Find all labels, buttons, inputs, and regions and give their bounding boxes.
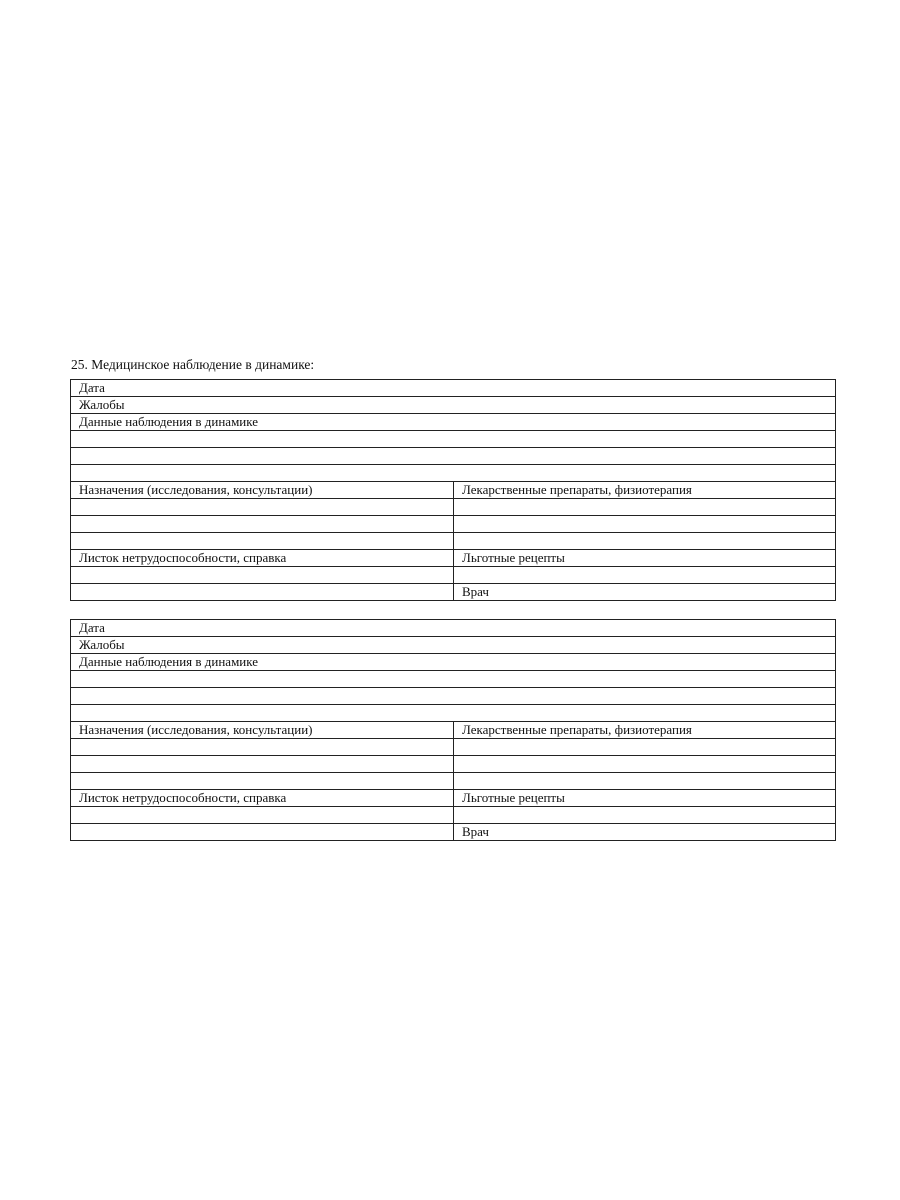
sick-leave-label: Листок нетрудоспособности, справка: [71, 790, 454, 807]
preferential-prescriptions-label: Льготные рецепты: [454, 790, 836, 807]
prescriptions-blank-row: [71, 533, 836, 550]
observation-blank-row: [71, 705, 836, 722]
observation-label[interactable]: Данные наблюдения в динамике: [71, 654, 836, 671]
prescriptions-blank-cell[interactable]: [71, 499, 454, 516]
observation-table-1: [70, 379, 836, 601]
observation-blank-cell[interactable]: [71, 465, 836, 482]
prescriptions-blank-cell[interactable]: [71, 516, 454, 533]
prescriptions-blank-row: [71, 756, 836, 773]
prescriptions-blank-cell[interactable]: [71, 739, 454, 756]
observation-table-2: [70, 619, 836, 841]
prescriptions-header-row: [71, 482, 836, 499]
prescriptions-blank-row: [71, 516, 836, 533]
complaints-row: [71, 637, 836, 654]
sick-leave-label: Листок нетрудоспособности, справка: [71, 550, 454, 567]
doctor-label[interactable]: Врач: [454, 584, 836, 601]
medications-label: Лекарственные препараты, физиотерапия: [454, 482, 836, 499]
preferential-prescriptions-blank-cell[interactable]: [454, 807, 836, 824]
sick-leave-header-row: [71, 790, 836, 807]
sick-leave-blank-cell[interactable]: [71, 824, 454, 841]
sick-leave-header-row: [71, 550, 836, 567]
observation-blank-row: [71, 448, 836, 465]
observation-row: [71, 654, 836, 671]
observation-blank-cell[interactable]: [71, 448, 836, 465]
medications-blank-cell[interactable]: [454, 533, 836, 550]
date-label[interactable]: Дата: [71, 620, 836, 637]
observation-blank-cell[interactable]: [71, 705, 836, 722]
observation-blank-row: [71, 671, 836, 688]
prescriptions-blank-cell[interactable]: [71, 773, 454, 790]
medications-blank-cell[interactable]: [454, 499, 836, 516]
medications-blank-cell[interactable]: [454, 516, 836, 533]
date-row: [71, 620, 836, 637]
observation-blank-cell[interactable]: [71, 688, 836, 705]
prescriptions-blank-cell[interactable]: [71, 533, 454, 550]
preferential-prescriptions-blank-cell[interactable]: [454, 567, 836, 584]
complaints-label[interactable]: Жалобы: [71, 397, 836, 414]
prescriptions-blank-row: [71, 739, 836, 756]
prescriptions-label: Назначения (исследования, консультации): [71, 482, 454, 499]
observation-blank-row: [71, 431, 836, 448]
prescriptions-blank-cell[interactable]: [71, 756, 454, 773]
prescriptions-blank-row: [71, 499, 836, 516]
observation-blank-row: [71, 465, 836, 482]
doctor-label[interactable]: Врач: [454, 824, 836, 841]
sick-leave-blank-cell[interactable]: [71, 567, 454, 584]
sick-leave-blank-row: [71, 807, 836, 824]
prescriptions-label: Назначения (исследования, консультации): [71, 722, 454, 739]
prescriptions-header-row: [71, 722, 836, 739]
complaints-row: [71, 397, 836, 414]
observation-row: [71, 414, 836, 431]
medications-blank-cell[interactable]: [454, 773, 836, 790]
date-row: [71, 380, 836, 397]
observation-blank-cell[interactable]: [71, 671, 836, 688]
observation-blank-row: [71, 688, 836, 705]
date-label[interactable]: Дата: [71, 380, 836, 397]
medications-blank-cell[interactable]: [454, 739, 836, 756]
sick-leave-blank-cell[interactable]: [71, 584, 454, 601]
observation-label[interactable]: Данные наблюдения в динамике: [71, 414, 836, 431]
preferential-prescriptions-label: Льготные рецепты: [454, 550, 836, 567]
doctor-row: [71, 584, 836, 601]
medications-blank-cell[interactable]: [454, 756, 836, 773]
section-title: 25. Медицинское наблюдение в динамике:: [71, 357, 315, 372]
medications-label: Лекарственные препараты, физиотерапия: [454, 722, 836, 739]
observation-blank-cell[interactable]: [71, 431, 836, 448]
sick-leave-blank-row: [71, 567, 836, 584]
doctor-row: [71, 824, 836, 841]
sick-leave-blank-cell[interactable]: [71, 807, 454, 824]
complaints-label[interactable]: Жалобы: [71, 637, 836, 654]
prescriptions-blank-row: [71, 773, 836, 790]
